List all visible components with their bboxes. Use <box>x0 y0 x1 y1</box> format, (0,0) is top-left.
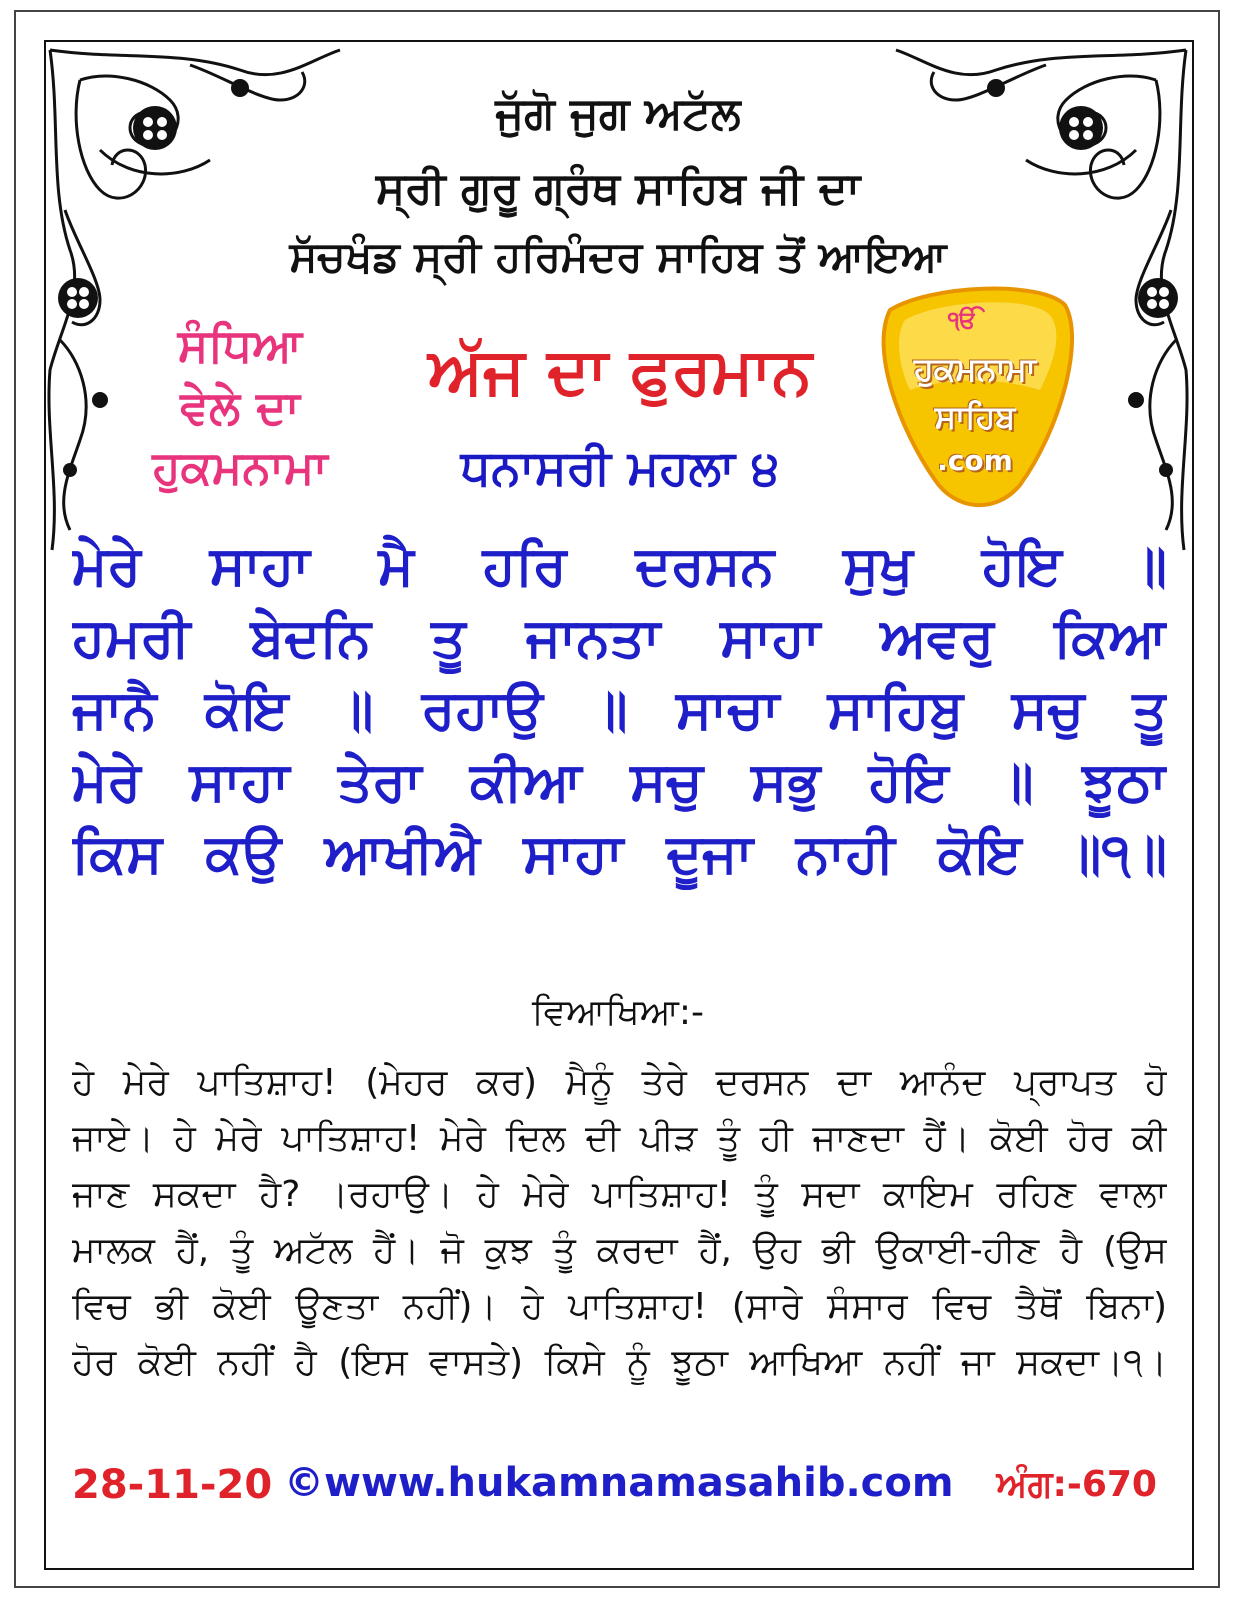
website-link[interactable]: ©www.hukamnamasahib.com <box>284 1460 954 1506</box>
gurbani-line: ਜਾਨੈ ਕੋਇ ॥ ਰਹਾਉ ॥ ਸਾਚਾ ਸਾਹਿਬੁ ਸਚੁ ਤੂ <box>72 678 1167 741</box>
ik-onkar-icon: ੴ <box>948 306 978 334</box>
vyakhya-line: ਹੋਰ ਕੋਈ ਨਹੀਂ ਹੈ (ਇਸ ਵਾਸਤੇ) ਕਿਸੇ ਨੂੰ ਝੂਠਾ ਆਖਿਆ ਨਹੀਂ ਜਾ ਸਕਦਾ।੧। <box>72 1342 1167 1383</box>
hukamnama-logo <box>870 280 1080 510</box>
vyakhya-line: ਜਾਣ ਸਕਦਾ ਹੈ? ।ਰਹਾਉ। ਹੇ ਮੇਰੇ ਪਾਤਿਸ਼ਾਹ! ਤੂੰ ਸਦਾ ਕਾਇਮ ਰਹਿਣ ਵਾਲਾ <box>72 1174 1167 1215</box>
date-label: 28-11-20 <box>72 1462 273 1508</box>
page-title: ਅੱਜ ਦਾ ਫੁਰਮਾਨ <box>428 335 812 409</box>
gurbani-line: ਮੇਰੇ ਸਾਹਾ ਮੈ ਹਰਿ ਦਰਸਨ ਸੁਖੁ ਹੋਇ ॥ <box>72 534 1167 597</box>
gurbani-line: ਮੇਰੇ ਸਾਹਾ ਤੇਰਾ ਕੀਆ ਸਚੁ ਸਭੁ ਹੋਇ ॥ ਝੂਠਾ <box>72 750 1167 813</box>
header-line-3: ਸੱਚਖੰਡ ਸ੍ਰੀ ਹਰਿਮੰਦਰ ਸਾਹਿਬ ਤੋਂ ਆਇਆ <box>289 232 947 281</box>
logo-line-1: ਹੁਕਮਨਾਮਾ <box>914 350 1036 388</box>
footer <box>72 1452 1167 1522</box>
gurbani-line: ਕਿਸ ਕਉ ਆਖੀਐ ਸਾਹਾ ਦੂਜਾ ਨਾਹੀ ਕੋਇ ॥੧॥ <box>72 822 1167 885</box>
sandhya-line-1: ਸੰਧਿਆ <box>177 318 303 372</box>
gurbani-text <box>72 530 1167 890</box>
logo-line-3: .com <box>937 444 1013 477</box>
vyakhya-line: ਮਾਲਕ ਹੈਂ, ਤੂੰ ਅਟੱਲ ਹੈਂ। ਜੋ ਕੁਝ ਤੂੰ ਕਰਦਾ ਹੈਂ, ਉਹ ਭੀ ਉਕਾਈ-ਹੀਣ ਹੈ (ਉਸ <box>72 1230 1167 1271</box>
header-line-1: ਜੁੱਗੋ ਜੁਗ ਅਟੱਲ <box>495 88 741 139</box>
vyakhya-label: ਵਿਆਖਿਆ:- <box>532 992 704 1033</box>
vyakhya-text <box>72 1055 1167 1391</box>
ang-label: ਅੰਗ:-670 <box>996 1464 1157 1505</box>
vyakhya-line: ਜਾਏ। ਹੇ ਮੇਰੇ ਪਾਤਿਸ਼ਾਹ! ਮੇਰੇ ਦਿਲ ਦੀ ਪੀੜ ਤੂੰ ਹੀ ਜਾਣਦਾ ਹੈਂ। ਕੋਈ ਹੋਰ ਕੀ <box>72 1118 1167 1159</box>
vyakhya-line: ਵਿਚ ਭੀ ਕੋਈ ਊਣਤਾ ਨਹੀਂ)। ਹੇ ਪਾਤਿਸ਼ਾਹ! (ਸਾਰੇ ਸੰਸਾਰ ਵਿਚ ਤੈਥੋਂ ਬਿਨਾ) <box>72 1286 1167 1327</box>
vyakhya-line: ਹੇ ਮੇਰੇ ਪਾਤਿਸ਼ਾਹ! (ਮੇਹਰ ਕਰ) ਮੈਨੂੰ ਤੇਰੇ ਦਰਸਨ ਦਾ ਆਨੰਦ ਪ੍ਰਾਪਤ ਹੋ <box>72 1062 1167 1103</box>
raag-heading: ਧਨਾਸਰੀ ਮਹਲਾ ੪ <box>460 440 780 496</box>
logo-line-2: ਸਾਹਿਬ <box>934 398 1016 436</box>
sandhya-line-2: ਵੇਲੇ ਦਾ <box>180 380 300 434</box>
sandhya-line-3: ਹੁਕਮਨਾਮਾ <box>152 440 328 494</box>
gurbani-line: ਹਮਰੀ ਬੇਦਨਿ ਤੂ ਜਾਨਤਾ ਸਾਹਾ ਅਵਰੁ ਕਿਆ <box>72 606 1167 669</box>
header-line-2: ਸ੍ਰੀ ਗੁਰੂ ਗ੍ਰੰਥ ਸਾਹਿਬ ਜੀ ਦਾ <box>375 163 861 214</box>
